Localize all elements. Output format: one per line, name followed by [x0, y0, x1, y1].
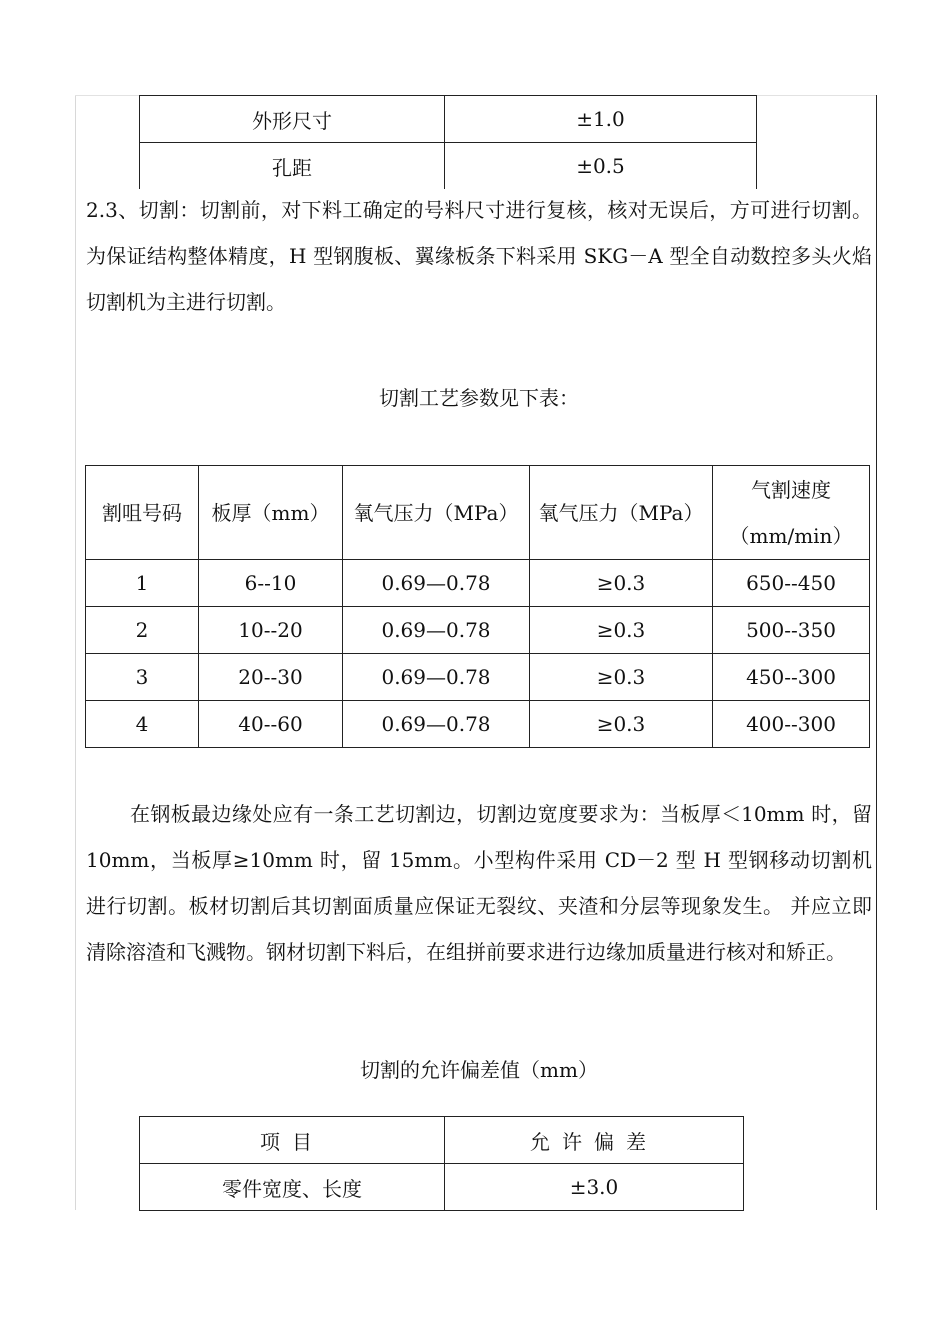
top-tolerance-table [139, 95, 757, 189]
header-line: （mm/min） [729, 523, 853, 548]
header-cell: 允许偏差 [445, 1117, 744, 1164]
table-cell: 1 [86, 560, 199, 607]
page-frame-right [876, 95, 877, 1210]
table-cell: ≥0.3 [530, 560, 713, 607]
table-cell: 2 [86, 607, 199, 654]
table-cell: 40--60 [199, 701, 343, 748]
page-frame-left [75, 95, 76, 1210]
table-row [86, 701, 870, 748]
header-cell: 项目 [140, 1117, 445, 1164]
table-cell: 外形尺寸 [140, 96, 445, 143]
table-row [140, 1164, 744, 1211]
table-row [140, 96, 757, 143]
table-cell: 0.69—0.78 [343, 560, 530, 607]
table-cell: 6--10 [199, 560, 343, 607]
table-cell: 0.69—0.78 [343, 701, 530, 748]
table-cell: 450--300 [713, 654, 870, 701]
cutting-paragraph: 2.3、切割：切割前，对下料工确定的号料尺寸进行复核，核对无误后，方可进行切割。为保证结构整体精度，H 型钢腹板、翼缘板条下料采用 SKG－A 型全自动数控多头火焰切割机为主进行切割。 [86, 198, 872, 314]
table-cell: ≥0.3 [530, 701, 713, 748]
table-cell: 零件宽度、长度 [140, 1164, 445, 1211]
table-cell: ≥0.3 [530, 607, 713, 654]
header-cell: 板厚（mm） [199, 466, 343, 560]
table-cell: 孔距 [140, 143, 445, 190]
header-line: 气割速度 [751, 477, 831, 502]
params-table-caption: 切割工艺参数见下表： [379, 386, 579, 410]
table-cell: 0.69—0.78 [343, 654, 530, 701]
table-cell: ±1.0 [445, 96, 757, 143]
tolerance-table-caption: 切割的允许偏差值（mm） [360, 1058, 598, 1082]
table-cell: 20--30 [199, 654, 343, 701]
table-row [86, 607, 870, 654]
table-cell: ≥0.3 [530, 654, 713, 701]
header-cell: 氧气压力（MPa） [343, 466, 530, 560]
table-cell: 650--450 [713, 560, 870, 607]
table-cell: ±3.0 [445, 1164, 744, 1211]
header-cell: 氧气压力（MPa） [530, 466, 713, 560]
header-cell: 割咀号码 [86, 466, 199, 560]
table-row [86, 654, 870, 701]
table-row [140, 143, 757, 190]
table-cell: 0.69—0.78 [343, 607, 530, 654]
cutting-tolerance-table [139, 1116, 744, 1211]
table-header-row [140, 1117, 744, 1164]
cutting-params-table [85, 465, 870, 748]
table-cell: 3 [86, 654, 199, 701]
table-cell: ±0.5 [445, 143, 757, 190]
table-cell: 4 [86, 701, 199, 748]
table-cell: 500--350 [713, 607, 870, 654]
table-header-row [86, 466, 870, 560]
edge-cutting-paragraph: 在钢板最边缘处应有一条工艺切割边，切割边宽度要求为：当板厚＜10mm 时，留 10mm，当板厚≥10mm 时，留 15mm。小型构件采用 CD－2 型 H 型钢移动切割机进行切割。板材切割后其切割面质量应保证无裂纹、夹渣和分层等现象发生。 并应立即清除溶渣和飞溅物。钢材切割下料后，在组拼前要求进行边缘加质量进行核对和矫正。 [86, 802, 872, 964]
table-row [86, 560, 870, 607]
table-cell: 400--300 [713, 701, 870, 748]
table-cell: 10--20 [199, 607, 343, 654]
header-cell [713, 466, 870, 560]
